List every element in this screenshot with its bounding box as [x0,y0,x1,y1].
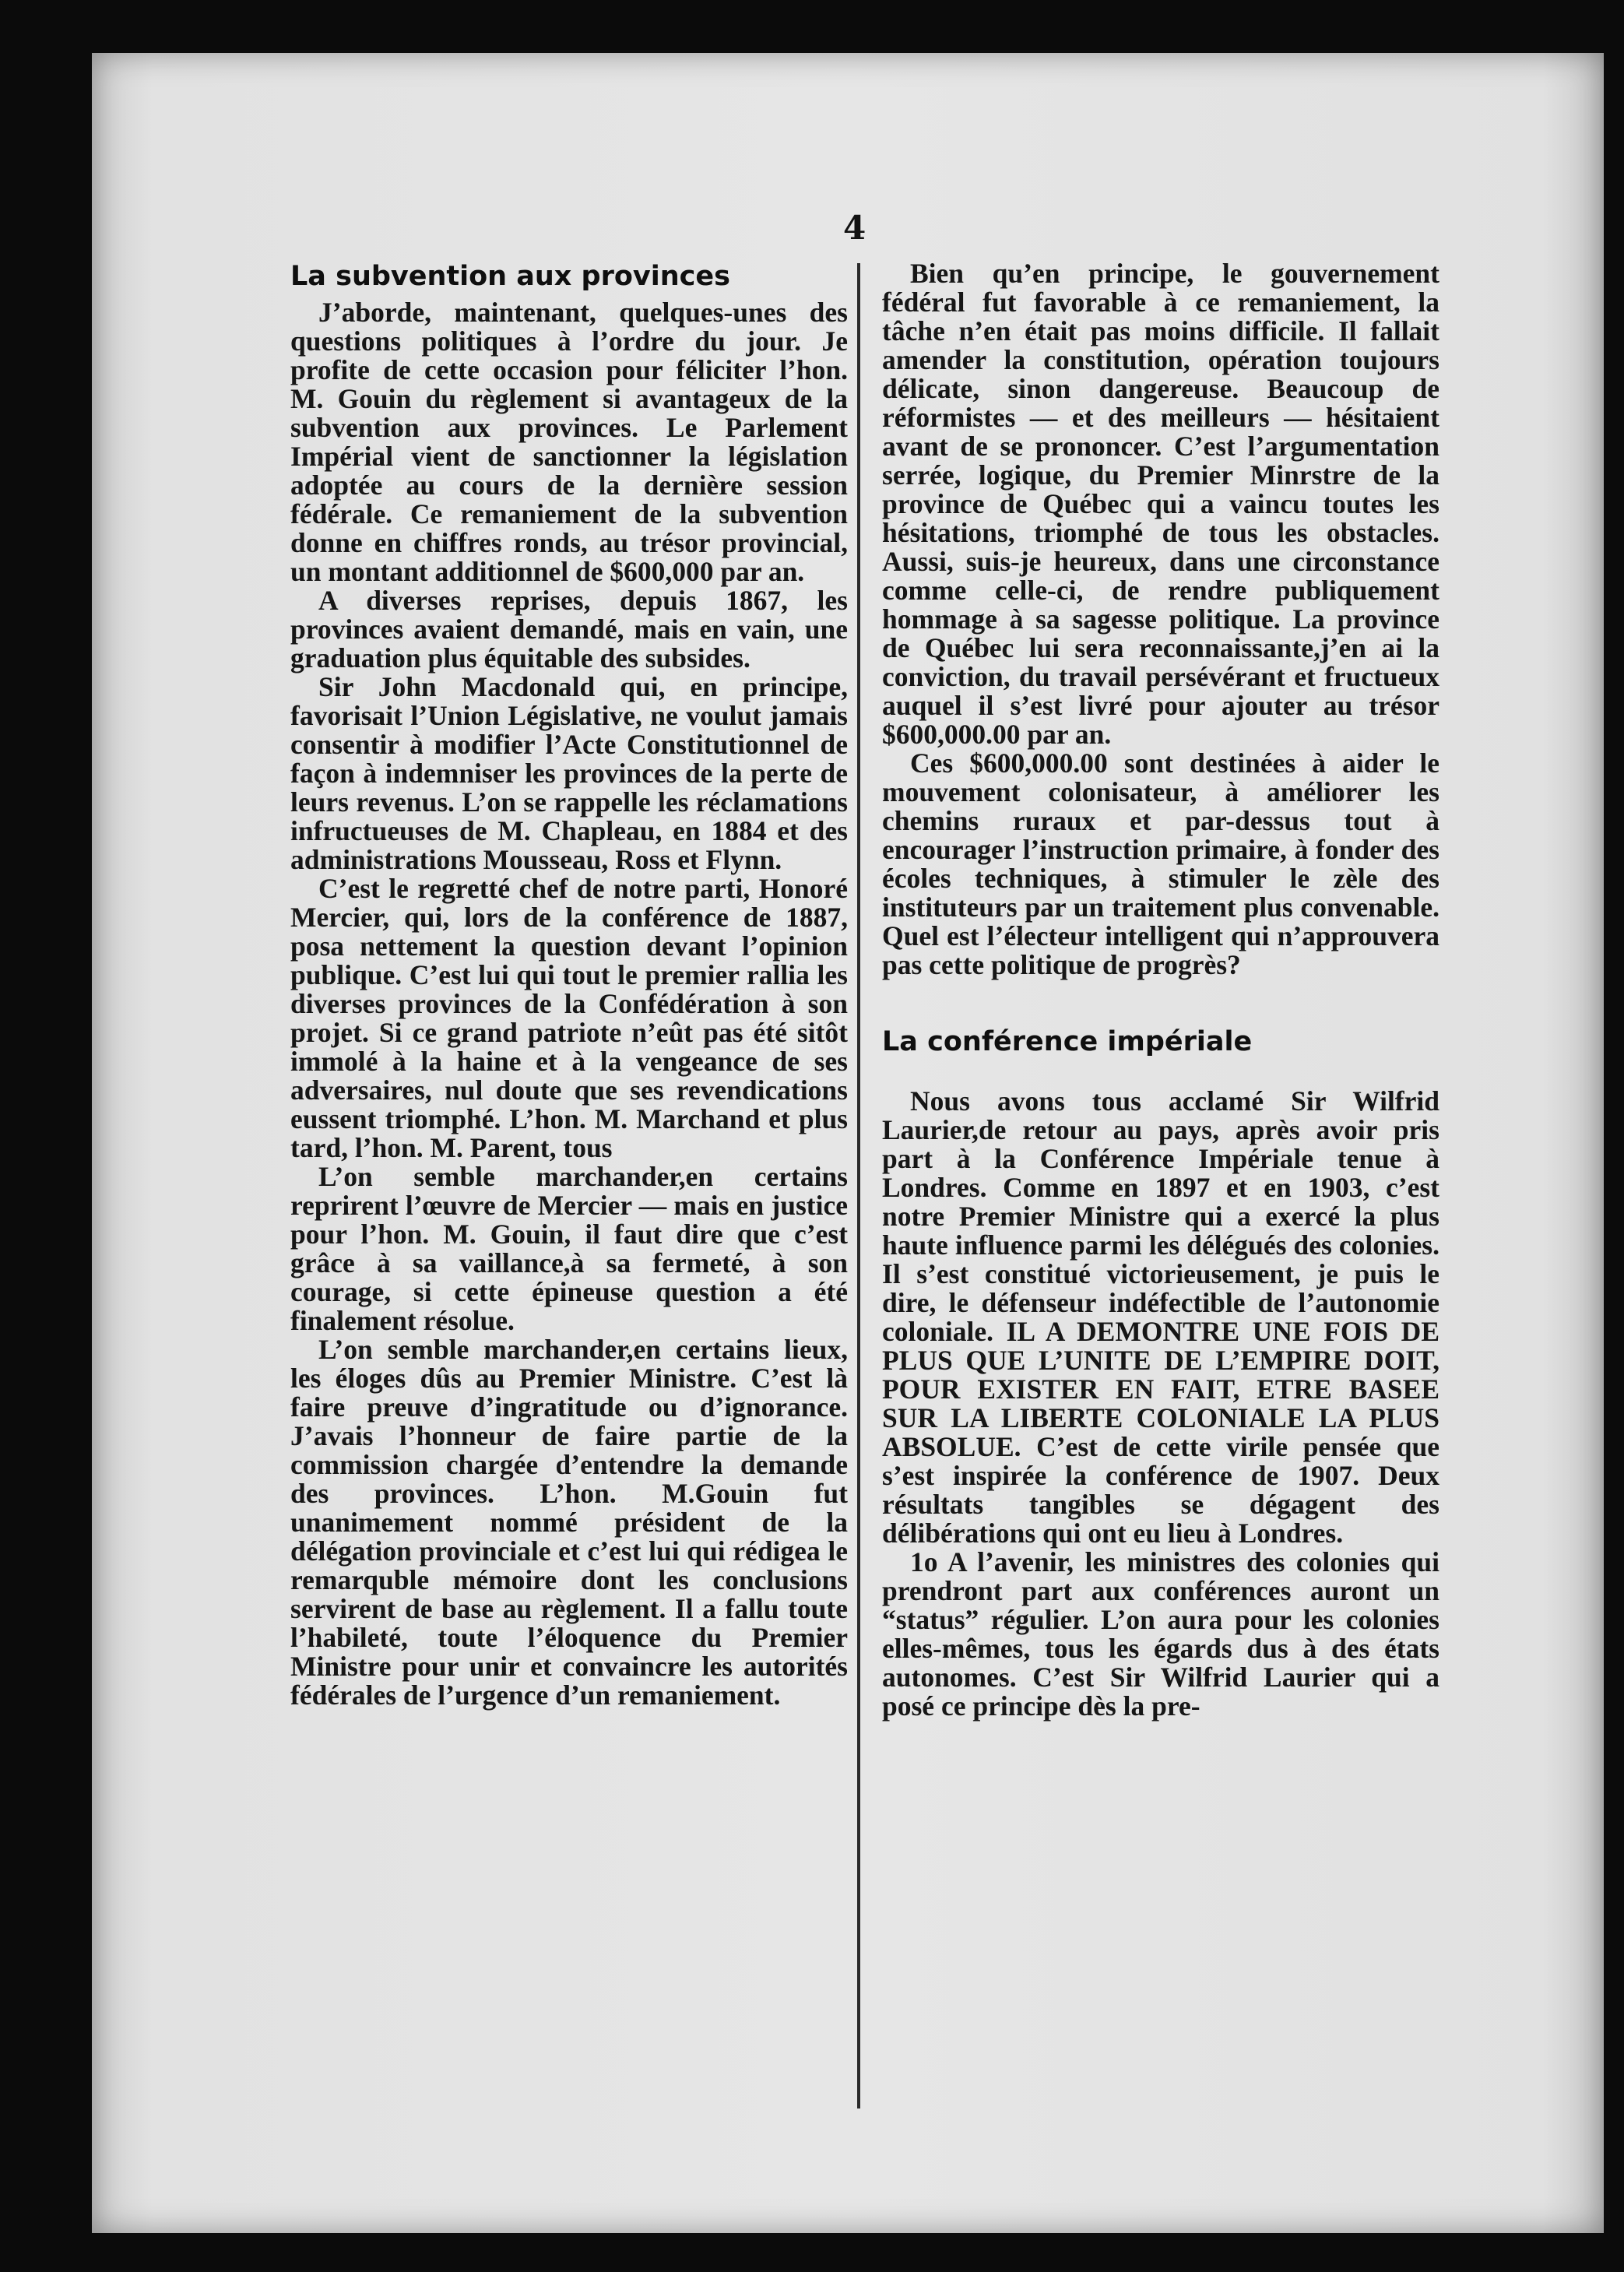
left-column [290,259,848,1710]
right-column [882,259,1439,1721]
paragraph: J’aborde, maintenant, quelques-unes des questions politiques à l’ordre du jour. Je profite de cette occasion pour féliciter l’hon. M. Gouin du règlement si avantageux de la subvention aux provinces. Le Parlement Impérial vient de sanctionner la législation adoptée au cours de la dernière session fédérale. Ce remaniement de la subvention donne en chiffres ronds, au trésor provincial, un montant additionnel de $600,000 par an. [290,297,848,587]
paragraph: C’est le regretté chef de notre parti, Honoré Mercier, qui, lors de la conférence de 1887, posa nettement la question devant l’opinion publique. C’est lui qui tout le premier rallia les diverses provinces de la Confédération à son projet. Si ce grand patriote n’eût pas été sitôt immolé à la haine et à la vengeance de ses adversaires, nul doute que ses revendications eussent triomphé. L’hon. M. Marchand et plus tard, l’hon. M. Parent, tous [290,873,848,1163]
paragraph: Ces $600,000.00 sont destinées à aider le mouvement colonisateur, à améliorer les chemins ruraux et par-dessus tout à encourager l’instruction primaire, à fonder des écoles techniques, à stimuler le zèle des instituteurs par un traitement plus convenable. Quel est l’électeur intelligent qui n’approuvera pas cette politique de progrès? [882,747,1439,980]
column-divider [857,263,860,2108]
scanned-page [92,53,1604,2233]
paragraph: Bien qu’en principe, le gouvernement fédéral fut favorable à ce remaniement, la tâche n’en était pas moins difficile. Il fallait amender la constitution, opération toujours délicate, sinon dangereuse. Beaucoup de réformistes — et des meilleurs — hésitaient avant de se prononcer. C’est l’argumentation serrée, logique, du Premier Minrstre de la province de Québec qui a vaincu toutes les hésitations, triomphé de tous les obstacles. Aussi, suis-je heureux, dans une circonstance comme celle-ci, de rendre publiquement hommage à sa sagesse politique. La province de Québec lui sera reconnaissante,j’en ai la conviction, du travail persévérant et fructueux auquel il s’est livré pour ajouter au trésor $600,000.00 par an. [882,258,1439,750]
paragraph: 1o A l’avenir, les ministres des colonies qui prendront part aux conférences auront un “status” régulier. L’on aura pour les colonies elles-mêmes, tous les égards dus à des états autonomes. C’est Sir Wilfrid Laurier qui a posé ce principe dès la pre- [882,1546,1439,1722]
paragraph: L’on semble marchander,en certains reprirent l’œuvre de Mercier — mais en justice pour l’hon. M. Gouin, il faut dire que c’est grâce à sa vaillance,à sa fermeté, à son courage, si cette épineuse question a été finalement résolue. [290,1161,848,1336]
paragraph: Sir John Macdonald qui, en principe, favorisait l’Union Législative, ne voulut jamais consentir à modifier l’Acte Constitutionnel de façon à indemniser les provinces de la perte de leurs revenus. L’on se rappelle les réclamations infructueuses de M. Chapleau, en 1884 et des administrations Mousseau, Ross et Flynn. [290,671,848,875]
paragraph: Nous avons tous acclamé Sir Wilfrid Laurier,de retour au pays, après avoir pris part à la Conférence Impériale tenue à Londres. Comme en 1897 et en 1903, c’est notre Premier Ministre qui a exercé la plus haute influence parmi les délégués des colonies. Il s’est constitué victorieusement, je puis le dire, le défenseur indéfectible de l’autonomie coloniale. IL A DEMONTRE UNE FOIS DE PLUS QUE L’UNITE DE L’EMPIRE DOIT, POUR EXISTER EN FAIT, ETRE BASEE SUR LA LIBERTE COLONIALE LA PLUS ABSOLUE. C’est de cette virile pensée que s’est inspirée la conférence de 1907. Deux résultats tangibles se dégagent des délibérations qui ont eu lieu à Londres. [882,1085,1439,1549]
paragraph: L’on semble marchander,en certains lieux, les éloges dûs au Premier Ministre. C’est là faire preuve d’ingratitude ou d’ignorance. J’avais l’honneur de faire partie de la commission chargée d’entendre la demande des provinces. L’hon. M.Gouin fut unanimement nommé président de la délégation provinciale et c’est lui qui rédigea le remarquble mémoire dont les conclusions servirent de base au règlement. Il a fallu toute l’habileté, toute l’éloquence du Premier Ministre pour unir et convaincre les autorités fédérales de l’urgence d’un remaniement. [290,1334,848,1711]
paragraph: A diverses reprises, depuis 1867, les provinces avaient demandé, mais en vain, une graduation plus équitable des subsides. [290,585,848,674]
section-heading-subvention: La subvention aux provinces [290,261,730,292]
section-heading-conference: La conférence impériale [882,1026,1253,1057]
page-number: 4 [843,209,866,247]
